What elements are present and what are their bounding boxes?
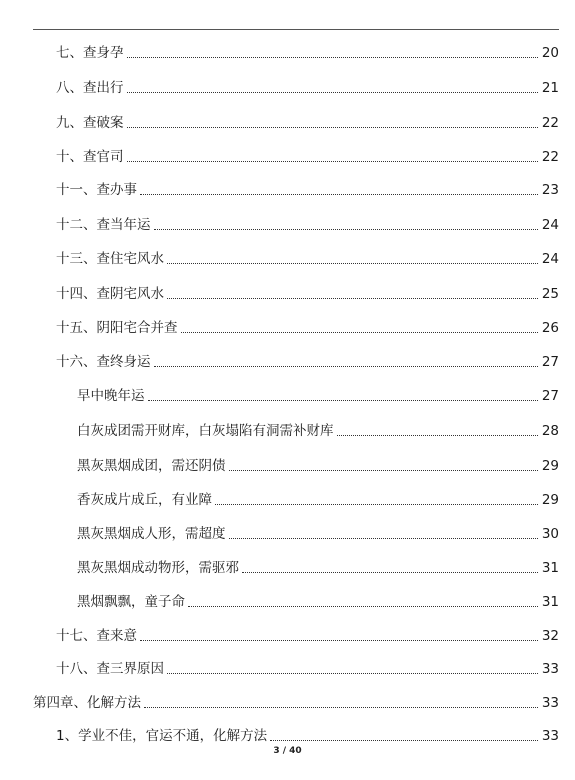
toc-entry-page: 27 xyxy=(541,388,559,404)
dot-leader xyxy=(148,399,539,401)
toc-entry-page: 28 xyxy=(541,423,559,439)
toc-entry-title: 十、查官司 xyxy=(56,149,124,165)
toc-entry-page: 24 xyxy=(541,217,559,233)
dot-leader xyxy=(167,297,538,299)
toc-entry[interactable] xyxy=(56,623,559,645)
toc-entry-page: 31 xyxy=(541,560,559,576)
toc-entry-page: 21 xyxy=(541,80,559,96)
dot-leader xyxy=(215,503,538,505)
dot-leader xyxy=(229,469,539,471)
toc-entry-page: 25 xyxy=(541,286,559,302)
dot-leader xyxy=(242,571,538,573)
toc-entry-title: 黑灰黑烟成人形，需超度 xyxy=(77,526,226,542)
dot-leader xyxy=(229,537,539,539)
toc-entry-page: 22 xyxy=(541,149,559,165)
toc-entry-title: 黑灰黑烟成动物形，需驱邪 xyxy=(77,560,239,576)
toc-entry-page: 33 xyxy=(541,695,559,711)
toc-entry[interactable] xyxy=(77,589,559,611)
dot-leader xyxy=(167,262,538,264)
toc-entry[interactable] xyxy=(56,723,559,745)
dot-leader xyxy=(154,365,539,367)
toc-entry-title: 八、查出行 xyxy=(56,80,124,96)
toc-entry-title: 十六、查终身运 xyxy=(56,354,151,370)
toc-entry[interactable] xyxy=(77,383,559,405)
page-number: 3 / 40 xyxy=(273,746,302,756)
toc-entry-title: 十八、查三界原因 xyxy=(56,661,164,677)
toc-entry-page: 32 xyxy=(541,628,559,644)
toc-entry-page: 30 xyxy=(541,526,559,542)
toc-entry-title: 十二、查当年运 xyxy=(56,217,151,233)
toc-entry-title: 香灰成片成丘，有业障 xyxy=(77,492,212,508)
dot-leader xyxy=(181,331,539,333)
toc-entry-page: 27 xyxy=(541,354,559,370)
toc-entry[interactable] xyxy=(77,453,559,475)
toc-entry[interactable] xyxy=(56,656,559,678)
toc-entry-page: 22 xyxy=(541,115,559,131)
toc-entry[interactable] xyxy=(56,246,559,268)
toc-entry[interactable] xyxy=(56,315,559,337)
toc-entry[interactable] xyxy=(56,75,559,97)
toc-entry[interactable] xyxy=(77,521,559,543)
toc-entry[interactable] xyxy=(56,40,559,62)
toc-entry-title: 十五、阴阳宅合并查 xyxy=(56,320,178,336)
toc-entry-title: 早中晚年运 xyxy=(77,388,145,404)
dot-leader xyxy=(140,193,538,195)
toc-entry[interactable] xyxy=(56,110,559,132)
dot-leader xyxy=(337,434,539,436)
toc-entry-page: 33 xyxy=(541,661,559,677)
dot-leader xyxy=(127,160,539,162)
toc-entry[interactable] xyxy=(56,212,559,234)
toc-entry-title: 黑烟飘飘，童子命 xyxy=(77,594,185,610)
toc-entry[interactable] xyxy=(56,349,559,371)
toc-entry-page: 20 xyxy=(541,45,559,61)
dot-leader xyxy=(188,605,538,607)
toc-entry-page: 31 xyxy=(541,594,559,610)
toc-entry-title: 九、查破案 xyxy=(56,115,124,131)
toc-entry-title: 黑灰黑烟成团，需还阴债 xyxy=(77,458,226,474)
dot-leader xyxy=(144,706,538,708)
toc-entry-title: 十四、查阴宅风水 xyxy=(56,286,164,302)
toc-chapter-entry[interactable] xyxy=(33,690,559,712)
dot-leader xyxy=(154,228,539,230)
toc-entry-page: 29 xyxy=(541,458,559,474)
toc-entry-page: 26 xyxy=(541,320,559,336)
toc-entry-title: 十一、查办事 xyxy=(56,182,137,198)
dot-leader xyxy=(127,91,539,93)
toc-entry-title: 七、查身孕 xyxy=(56,45,124,61)
toc-entry[interactable] xyxy=(56,144,559,166)
toc-entry-page: 33 xyxy=(541,728,559,744)
toc-entry[interactable] xyxy=(77,418,559,440)
toc-entry-page: 29 xyxy=(541,492,559,508)
toc-entry-page: 24 xyxy=(541,251,559,267)
dot-leader xyxy=(167,672,538,674)
toc-entry-title: 十七、查来意 xyxy=(56,628,137,644)
toc-entry-page: 23 xyxy=(541,182,559,198)
dot-leader xyxy=(140,639,538,641)
dot-leader xyxy=(127,126,539,128)
toc-entry[interactable] xyxy=(77,555,559,577)
toc-entry-title: 白灰成团需开财库，白灰塌陷有洞需补财库 xyxy=(77,423,334,439)
toc-entry[interactable] xyxy=(56,281,559,303)
toc-entry[interactable] xyxy=(77,487,559,509)
dot-leader xyxy=(270,739,538,741)
toc-entry-title: 十三、查住宅风水 xyxy=(56,251,164,267)
toc-entry-title: 1、学业不佳，官运不通，化解方法 xyxy=(56,728,268,744)
toc-entry-title: 第四章、化解方法 xyxy=(33,695,141,711)
dot-leader xyxy=(127,56,539,58)
toc-entry[interactable] xyxy=(56,177,559,199)
